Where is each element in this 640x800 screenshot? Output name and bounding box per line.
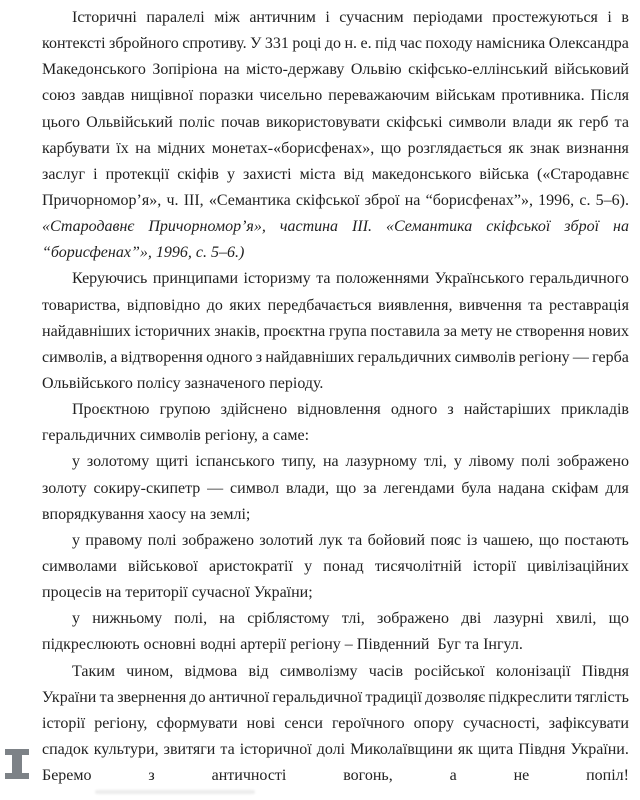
text-line: у нижньому полі, на сріблястому тлі, зображено дві лазурні хвилі, що — [72, 610, 629, 628]
text-line: Керуючись принципами історизму та положеннями Українського геральдичного — [72, 270, 629, 288]
text-line: Беремо з античності вогонь, а не попіл! — [42, 767, 629, 785]
text-line: геральдичних символів регіону, а саме: — [42, 427, 310, 445]
text-line: Історичні паралелі між античним і сучасним періодами простежуються і в — [72, 9, 629, 26]
text-line: символів, а відтворення одного з найдавніших геральдичних символів регіону — герба — [42, 348, 629, 366]
text-line: «Стародавнє Причорномор’я», частина III. «Семантика скіфської зброї на — [42, 218, 629, 236]
paragraph — [42, 5, 629, 266]
text-line: золоту сокиру-скипетр — символ влади, що за легендами була надана скіфам для — [42, 479, 629, 497]
text-line: у правому полі зображено золотий лук та бойовий пояс із чашею, що постають — [72, 531, 629, 549]
text-line: Проєктною групою здійснено відновлення одного з найстаріших прикладів — [72, 401, 629, 419]
text-line: Македонського Зопіріона на місто-державу Ольвію скіфсько-еллінський військовий — [42, 61, 629, 79]
text-line: карбувати їх на мідних монетах-«борисфенах», що розглядається як знак визнання — [42, 139, 629, 157]
paragraph — [42, 606, 629, 658]
text-line: підкреслюють основні водні артерії регіону – Південний Буг та Інгул. — [42, 636, 523, 654]
text-line: товариства, відповідно до яких передбачається виявлення, вивчення та реставрація — [42, 296, 629, 314]
paragraph — [42, 659, 629, 790]
scan-smudge-artifact — [95, 790, 255, 794]
paragraph — [42, 449, 629, 527]
paragraph — [42, 397, 629, 449]
text-line: Причорномор’я», ч. III, «Семантика скіфської зброї на “борисфенах”», 1996, с. 5–6). — [42, 191, 629, 209]
text-line: Ольвійського полісу зазначеного періоду. — [42, 374, 324, 392]
text-line: процесів на території сучасної України; — [42, 584, 313, 602]
text-line: спадок культури, звитяги та історичної долі Миколаївщини як щита Півдня України. — [42, 740, 629, 758]
text-line: “борисфенах”», 1996, с. 5–6.) — [42, 244, 245, 262]
text-line: цього Ольвійський поліс почав використовувати скіфські символи влади як герб та — [42, 113, 629, 131]
text-line: історії регіону, сформувати нові сенси героїчного опору сучасності, зафіксувати — [42, 714, 629, 732]
text-line: у золотому щиті іспанського типу, на лазурному тлі, у лівому полі зображено — [72, 453, 629, 471]
text-line: України та звернення до античної геральдичної традиції дозволяє підкреслити тяглість — [42, 688, 629, 706]
text-line: Таким чином, відмова від символізму часів російської колонізації Півдня — [72, 662, 629, 680]
text-line: заслуг і протекції скіфів у захисті міста від македонського війська («Стародавнє — [42, 165, 629, 183]
text-line: впорядкування хаосу на землі; — [42, 505, 251, 523]
paragraph — [42, 528, 629, 606]
text-line: союз завдав нищівної поразки чисельно переважаючим військам противника. Після — [42, 87, 629, 105]
text-line: контексті збройного спротиву. У 331 році до н. е. під час походу намісника Олександра — [42, 35, 629, 53]
document-body — [42, 5, 629, 789]
margin-artifact-letter-I — [5, 749, 29, 779]
text-line: найдавніших історичних знаків, проєктна група поставила за мету не створення нових — [42, 322, 629, 340]
text-line: символами військової аристократії у понад тисячолітній історії цивілізаційних — [42, 557, 629, 575]
paragraph — [42, 266, 629, 397]
letter-i-bottom-serif — [5, 773, 29, 779]
